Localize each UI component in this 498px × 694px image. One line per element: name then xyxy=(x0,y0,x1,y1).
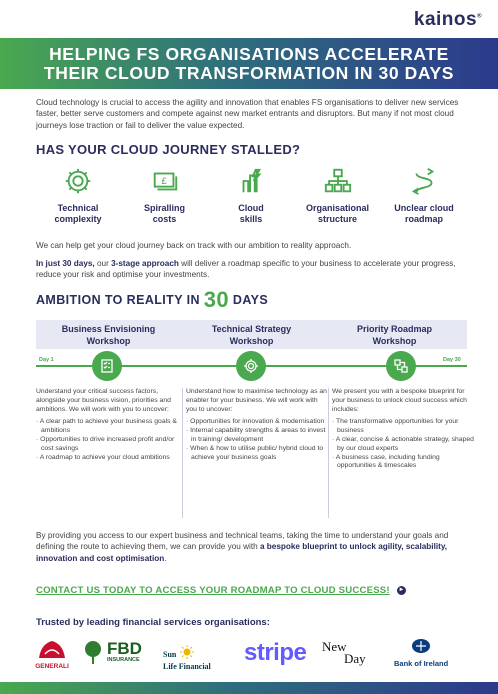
contact-cta-link[interactable]: CONTACT US TODAY TO ACCESS YOUR ROADMAP TO CLOUD SUCCESS! xyxy=(36,585,390,596)
bullet-item: · A clear, concise & actionable strategy, shaped by our cloud experts xyxy=(332,436,474,454)
org-structure-icon xyxy=(323,166,353,196)
ambition-heading: AMBITION TO REALITY IN 30 DAYS xyxy=(36,287,269,312)
column-divider xyxy=(328,388,329,518)
workshop-circle xyxy=(386,351,416,381)
kainos-logo: kainos® xyxy=(413,9,482,30)
timeline-start-label: Day 1 xyxy=(39,357,54,363)
generali-logo: GENERALI xyxy=(30,638,74,670)
workshop-circle xyxy=(236,351,266,381)
new-day-logo: New Day xyxy=(322,639,366,666)
footer-bar xyxy=(0,682,498,694)
bullet-item: · A clear path to achieve your business goals & ambitions xyxy=(36,418,178,436)
svg-text:£: £ xyxy=(160,175,167,186)
bank-of-ireland-logo: Bank of Ireland xyxy=(394,638,448,668)
hero-title xyxy=(0,38,498,83)
hero-banner xyxy=(0,38,498,89)
workshop-body: Understand how to maximise technology as an enabler for your business. We will work with you to uncover: · Opportunities for innovation & modernisation · Internal capability strengths & areas to invest in training/ development · When & how to utilise public/ hybrid cloud to achieve your business goals xyxy=(186,388,328,462)
bullet-item: · A business case, including funding opportunities & timescales xyxy=(332,454,474,472)
stall-spiralling-costs xyxy=(123,166,207,225)
hero-title-line1: HELPING FS ORGANISATIONS ACCELERATE xyxy=(49,44,449,64)
stall-cloud-skills xyxy=(209,166,293,225)
stall-label: Spiralling costs xyxy=(143,203,185,224)
bullet-item: · A roadmap to achieve your cloud ambitions xyxy=(36,454,178,463)
workshop-title: Business Envisioning Workshop xyxy=(61,324,156,346)
stall-label: Cloud skills xyxy=(238,203,264,224)
workshop-title: Technical Strategy Workshop xyxy=(211,324,292,346)
stalled-heading: HAS YOUR CLOUD JOURNEY STALLED? xyxy=(36,142,301,157)
stripe-logo: stripe xyxy=(244,639,307,666)
bullet-item: · When & how to utilise public/ hybrid cloud to achieve your business goals xyxy=(186,445,328,463)
bullet-item: · The transformative opportunities for your business xyxy=(332,418,474,436)
stall-unclear-roadmap xyxy=(382,166,466,225)
skills-icon xyxy=(236,166,266,196)
workshop-circle xyxy=(92,351,122,381)
money-icon xyxy=(150,166,180,196)
bullet-item: · Internal capability strengths & areas to invest in training/ development xyxy=(186,427,328,445)
fbd-logo: FBD INSURANCE xyxy=(82,640,142,666)
hero-title-line2: THEIR CLOUD TRANSFORMATION IN 30 DAYS xyxy=(43,63,455,83)
stall-label: Unclear cloud roadmap xyxy=(394,203,454,224)
bullet-item: · Opportunities to drive increased profit and/or cost savings xyxy=(36,436,178,454)
checklist-icon xyxy=(99,358,115,374)
stall-label: Organisational structure xyxy=(305,203,369,224)
roadmap-icon xyxy=(393,358,409,374)
stall-organisational-structure xyxy=(296,166,380,225)
gear-icon xyxy=(63,166,93,196)
approach-text: In just 30 days, our 3-stage approach will deliver a roadmap specific to your business to accelerate your progress, reduce your risk and optimise your investments. xyxy=(36,259,456,280)
gear-icon xyxy=(243,358,259,374)
help-text: We can help get your cloud journey back on track with our ambition to reality approach. xyxy=(36,241,352,250)
stall-technical-complexity xyxy=(36,166,120,225)
column-divider xyxy=(182,388,183,518)
trusted-heading: Trusted by leading financial services organisations: xyxy=(36,617,270,628)
workshop-body: Understand your critical success factors, alongside your business vision, priorities and ambitions. We will work with you to uncover: · A clear path to achieve your business goals & ambitions · Opportunities to drive increased profit and/or cost savings · A roadmap to achieve your cloud ambitions xyxy=(36,388,178,462)
closing-text: By providing you access to our expert business and technical teams, taking the time to understand your goals and defining the route to achieving them, we can provide you with a bespoke blueprint to unlock agility, scalability, innovation and cost optimisation. xyxy=(36,531,449,563)
bullet-item: · Opportunities for innovation & modernisation xyxy=(186,418,328,427)
stall-reasons xyxy=(36,166,466,225)
stall-label: Technical complexity xyxy=(54,203,102,224)
workshop-title: Priority Roadmap Workshop xyxy=(356,324,432,346)
timeline-end-label: Day 30 xyxy=(443,357,461,363)
arrow-right-icon[interactable]: ► xyxy=(398,587,405,593)
intro-paragraph: Cloud technology is crucial to access the agility and innovation that enables FS organisations to deliver new services faster, better serve customers and compete against new market entrants and disruptors. But many if not most cloud journeys lose traction or fail to deliver the value expected. xyxy=(36,98,459,130)
roadmap-icon xyxy=(409,166,439,196)
sun-life-logo: Sun Life Financial xyxy=(163,644,211,671)
workshop-body: We present you with a bespoke blueprint for your business to unlock cloud success which includes: · The transformative opportunities for your business · A clear, concise & actionable strategy, shaped by our cloud experts · A business case, including funding opportunities & timescales xyxy=(332,388,474,471)
client-logos xyxy=(30,638,470,672)
